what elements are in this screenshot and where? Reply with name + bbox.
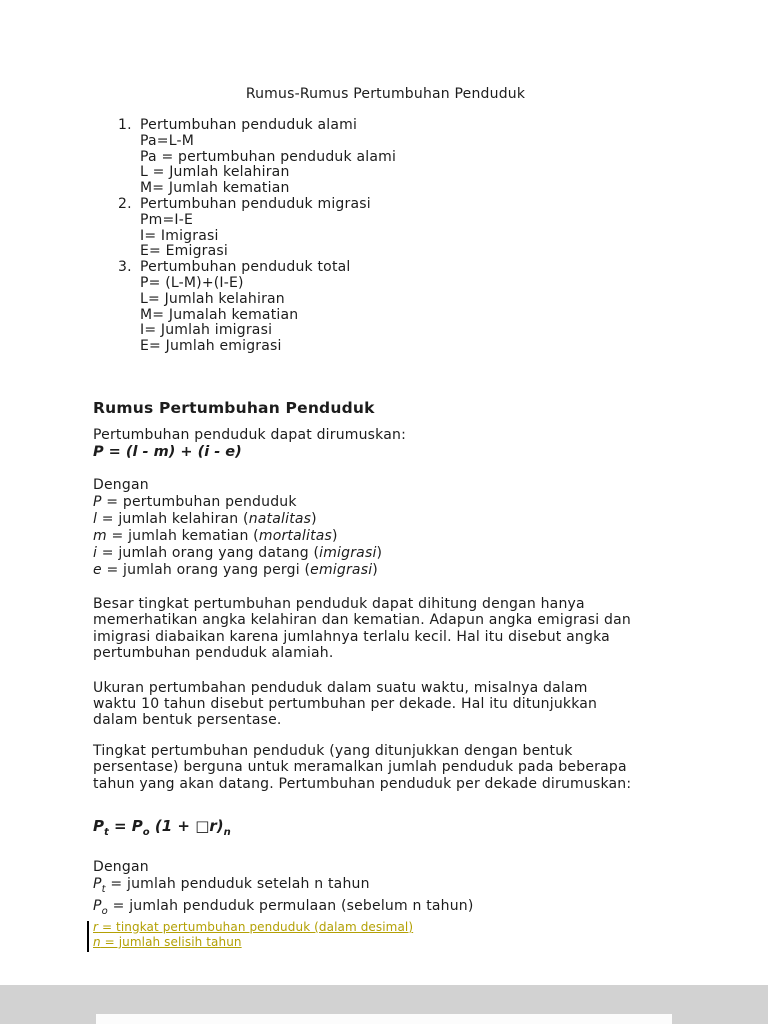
intro-line: Pertumbuhan penduduk dapat dirumuskan: [93, 426, 407, 443]
list-number: 3. [118, 259, 132, 276]
definition-text: = jumlah penduduk permulaan (sebelum n tahun) [107, 897, 474, 914]
section-heading: Rumus Pertumbuhan Penduduk [93, 398, 375, 417]
paragraph-line: dalam bentuk persentase. [93, 712, 282, 729]
formula-text: (1 + [149, 817, 196, 836]
paragraph-line: Besar tingkat pertumbuhan penduduk dapat dihitung dengan hanya [93, 595, 585, 612]
definition-text: ) [376, 544, 383, 561]
tracked-definition-line [93, 920, 678, 936]
list-line: Pertumbuhan penduduk total [140, 259, 351, 276]
variable-symbol: l [93, 510, 98, 527]
paragraph-line: tahun yang akan datang. Pertumbuhan penduduk per dekade dirumuskan: [93, 775, 632, 792]
list-item-1 [93, 118, 678, 197]
numbered-list [93, 118, 678, 355]
variable-subscript: t [101, 883, 106, 895]
list-line: M= Jumlah kematian [140, 180, 290, 197]
formula-population-growth: P = (l - m) + (i - e) [93, 443, 242, 460]
definition-line [93, 494, 678, 511]
paragraph-line: Ukuran pertumbahan penduduk dalam suatu waktu, misalnya dalam [93, 679, 588, 696]
list-item-2 [93, 197, 678, 260]
list-item-lines [140, 197, 371, 260]
missing-glyph-box: □ [195, 817, 210, 836]
paragraph-decade [93, 680, 678, 729]
definition-text: = jumlah penduduk setelah n tahun [105, 876, 370, 893]
tracked-changes-block [93, 920, 678, 951]
definition-text: = jumlah orang yang datang ( [97, 544, 320, 561]
list-number: 1. [118, 117, 132, 133]
paragraph-line: pertumbuhan penduduk alamiah. [93, 645, 334, 662]
definition-line [93, 511, 678, 528]
dengan-label: Dengan [93, 859, 149, 876]
definitions-list-2 [93, 876, 678, 920]
formula-text: r) [209, 817, 224, 836]
formula-decade-growth [93, 817, 678, 842]
list-line: L= Jumlah kelahiran [140, 290, 285, 307]
definition-text: = tingkat pertumbuhan penduduk (dalam desimal) [98, 919, 414, 934]
list-line: M= Jumalah kematian [140, 306, 299, 323]
paragraph-line: persentase) berguna untuk meramalkan jumlah penduduk pada beberapa [93, 759, 627, 776]
definition-term: imigrasi [319, 544, 377, 561]
variable-symbol: i [93, 544, 98, 561]
variable-symbol: P [93, 897, 102, 914]
list-line: Pa=L-M [140, 132, 195, 149]
list-line: E= Jumlah emigrasi [140, 338, 282, 355]
change-bar [87, 921, 89, 952]
formula-text: P [93, 817, 104, 836]
list-line: Pa = pertumbuhan penduduk alami [140, 148, 397, 165]
definition-text: ) [311, 510, 317, 527]
definitions-list [93, 494, 678, 579]
list-line: Pm=I-E [140, 211, 194, 228]
list-line: E= Emigrasi [140, 243, 229, 260]
list-item-3 [93, 260, 678, 355]
list-line: Pertumbuhan penduduk migrasi [140, 195, 371, 212]
definition-text: ) [372, 561, 378, 578]
paragraph-natural-growth [93, 596, 678, 662]
definition-line [93, 528, 678, 545]
paragraph-percentage [93, 743, 678, 792]
definition-text: ) [332, 527, 338, 544]
paragraph-line: waktu 10 tahun disebut pertumbuhan per dekade. Hal itu ditunjukkan [93, 695, 598, 712]
list-line: I= Jumlah imigrasi [140, 322, 273, 339]
variable-subscript: o [101, 905, 108, 917]
paragraph-line: imigrasi diabaikan karena jumlahnya terlalu kecil. Hal itu disebut angka [93, 628, 610, 645]
definition-term: natalitas [248, 510, 312, 527]
definition-text: = jumlah orang yang pergi ( [101, 561, 311, 578]
variable-symbol: r [93, 919, 99, 934]
list-line: I= Imigrasi [140, 227, 219, 244]
dengan-label: Dengan [93, 476, 149, 493]
list-line: P= (L-M)+(I-E) [140, 274, 244, 291]
definition-line [93, 876, 678, 898]
variable-symbol: P [93, 493, 102, 510]
definition-text: = jumlah kelahiran ( [97, 510, 249, 527]
next-page-edge [96, 1014, 672, 1024]
list-line: Pertumbuhan penduduk alami [140, 117, 358, 133]
tracked-definition-line [93, 935, 678, 951]
definition-text: = jumlah selisih tahun [100, 935, 242, 950]
list-number: 2. [118, 195, 132, 212]
variable-symbol: m [93, 527, 107, 544]
list-item-lines [140, 118, 396, 197]
paragraph-line: memerhatikan angka kelahiran dan kematian. Adapun angka emigrasi dan [93, 612, 631, 629]
list-item-lines [140, 260, 351, 355]
definition-text: = pertumbuhan penduduk [101, 493, 297, 510]
formula-subscript: n [223, 827, 231, 839]
list-line: L = Jumlah kelahiran [140, 164, 290, 181]
variable-symbol: e [93, 561, 102, 578]
formula-subscript: t [104, 827, 109, 839]
definition-line [93, 898, 678, 920]
variable-symbol: n [93, 935, 101, 950]
variable-symbol: P [93, 876, 102, 893]
definition-term: mortalitas [258, 527, 333, 544]
paragraph-line: Tingkat pertumbuhan penduduk (yang ditunjukkan dengan bentuk [93, 742, 573, 759]
definition-line [93, 545, 678, 562]
definition-text: = jumlah kematian ( [106, 527, 259, 544]
document-title: Rumus-Rumus Pertumbuhan Penduduk [245, 86, 526, 102]
definition-line [93, 562, 678, 579]
formula-subscript: o [142, 827, 150, 839]
definition-term: emigrasi [310, 561, 373, 578]
formula-text: = P [108, 817, 143, 836]
